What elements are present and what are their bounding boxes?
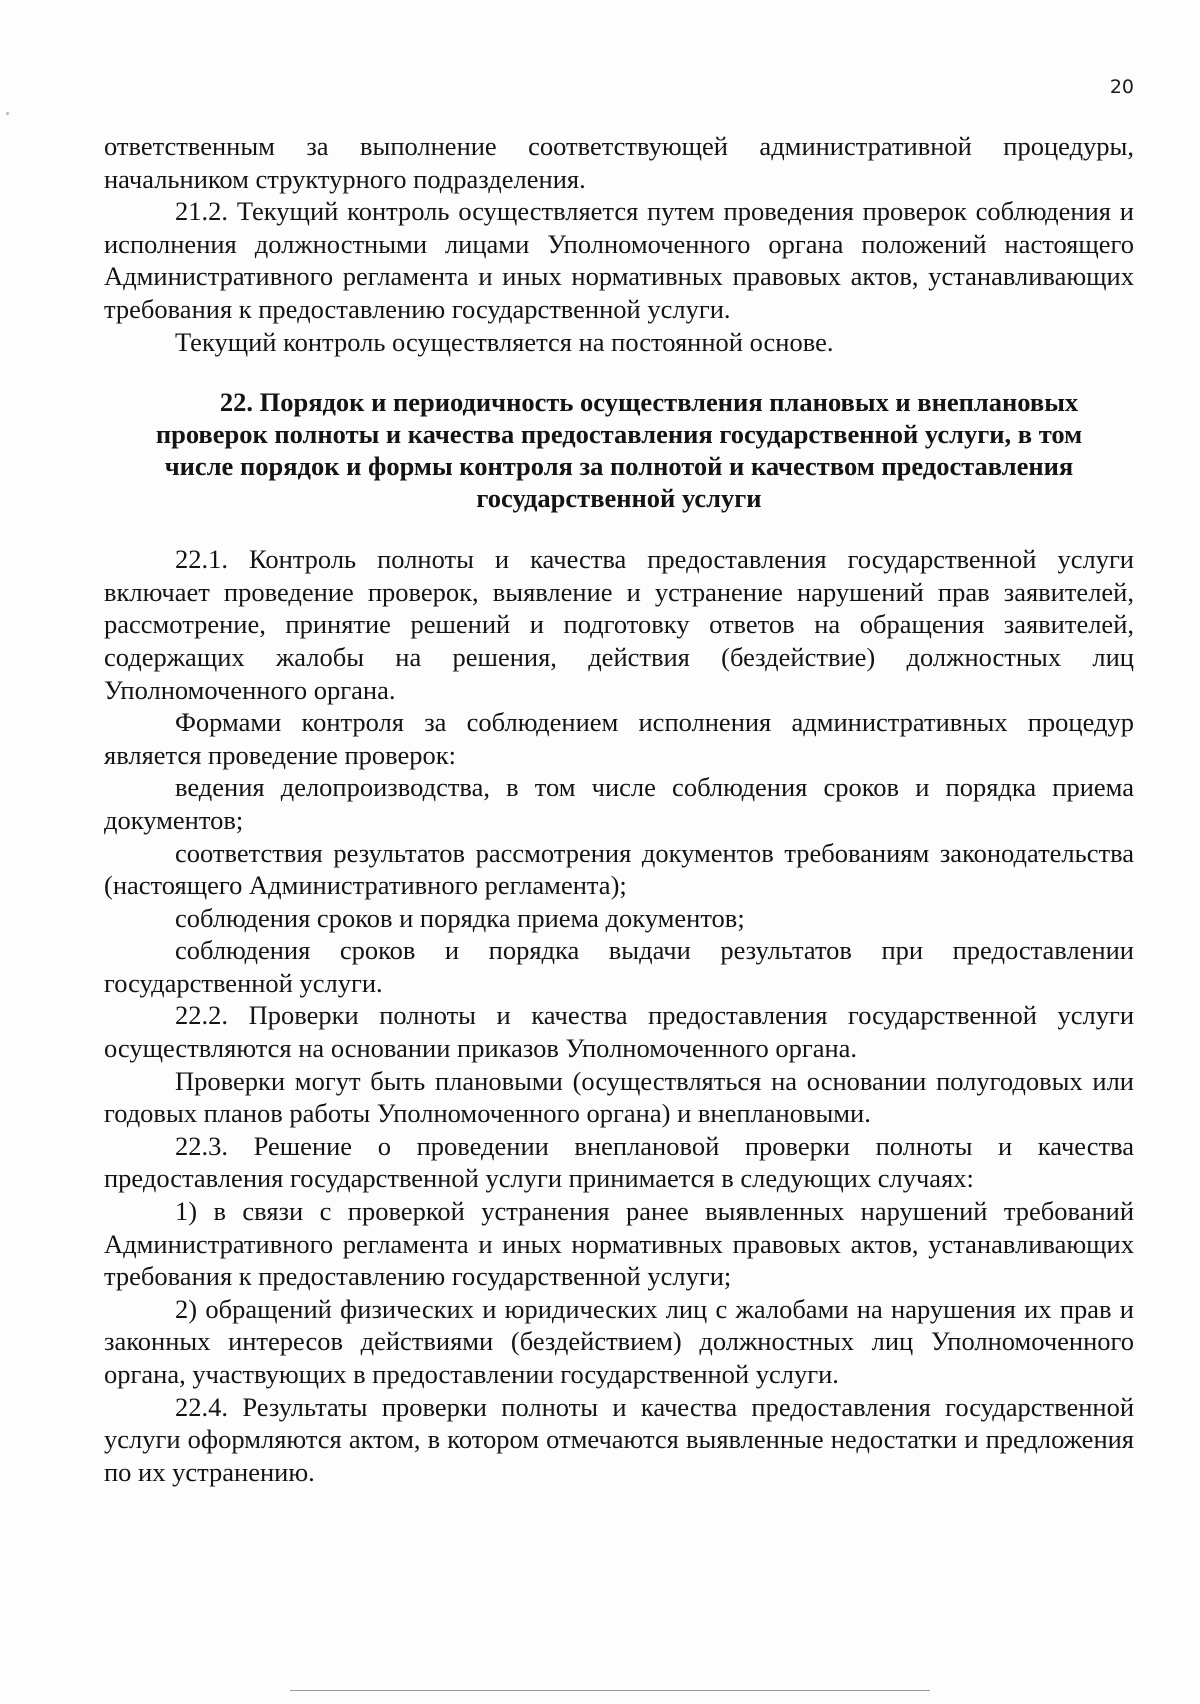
scan-artifact (6, 112, 9, 115)
paragraph-inspection-types: Проверки могут быть плановыми (осуществляться на основании полугодовых или годовых планов работы Уполномоченного органа) и внеплановыми. (104, 1065, 1134, 1129)
paragraph-current-control: Текущий контроль осуществляется на постоянной основе. (175, 326, 834, 357)
heading-line: числе порядок и формы контроля за полнотой и качеством предоставления (164, 451, 1074, 482)
list-item-compliance: соответствия результатов рассмотрения документов требованиям законодательства (настоящего Административного регламента); (104, 837, 1134, 901)
paragraph-22-2: 22.2. Проверки полноты и качества предоставления государственной услуги осуществляются на основании приказов Уполномоченного органа. (104, 1000, 1134, 1064)
page-number: 20 (1109, 76, 1134, 98)
list-item-case-1: 1) в связи с проверкой устранения ранее выявленных нарушений требований Административного регламента и иных нормативных правовых актов, устанавливающих требования к предоставлению государственной услуги; (104, 1196, 1134, 1292)
paragraph-control-forms: Формами контроля за соблюдением исполнения административных процедур является проведение проверок: (104, 707, 1134, 770)
heading-line: проверок полноты и качества предоставления государственной услуги, в том (155, 419, 1083, 450)
list-item-issuance-terms: соблюдения сроков и порядка выдачи результатов при предоставлении государственной услуги. (104, 935, 1134, 998)
paragraph-22-3: 22.3. Решение о проведении внеплановой проверки полноты и качества предоставления государственной услуги принимается в следующих случаях: (104, 1130, 1134, 1194)
heading-line: государственной услуги (476, 483, 762, 514)
list-item-case-2: 2) обращений физических и юридических лиц с жалобами на нарушения их прав и законных интересов действиями (бездействием) должностных лиц Уполномоченного органа, участвующих в предоставлении государственной услуги. (104, 1293, 1134, 1389)
paragraph-22-1: 22.1. Контроль полноты и качества предоставления государственной услуги включает проведение проверок, выявление и устранение нарушений прав заявителей, рассмотрение, принятие решений и подготовку ответов на обращения заявителей, содержащих жалобы на решения, действия (бездействие) должностных лиц Уполномоченного органа. (104, 544, 1134, 705)
list-item-acceptance-terms: соблюдения сроков и порядка приема документов; (175, 902, 745, 933)
paragraph-22-4: 22.4. Результаты проверки полноты и качества предоставления государственной услуги оформляются актом, в котором отмечаются выявленные недостатки и предложения по их устранению. (104, 1391, 1134, 1487)
heading-line: 22. Порядок и периодичность осуществления плановых и внеплановых (219, 387, 1079, 418)
scan-bottom-edge (290, 1690, 930, 1691)
list-item-records-management: ведения делопроизводства, в том числе соблюдения сроков и порядка приема документов; (104, 772, 1134, 835)
paragraph-21-2: 21.2. Текущий контроль осуществляется путем проведения проверок соблюдения и исполнения должностными лицами Уполномоченного органа положений настоящего Административного регламента и иных нормативных правовых актов, устанавливающих требования к предоставлению государственной услуги. (104, 196, 1134, 324)
paragraph-continuation: ответственным за выполнение соответствующей административной процедуры, начальником структурного подразделения. (104, 131, 1134, 194)
document-body (104, 130, 1134, 1488)
section-22-heading (104, 386, 1134, 514)
